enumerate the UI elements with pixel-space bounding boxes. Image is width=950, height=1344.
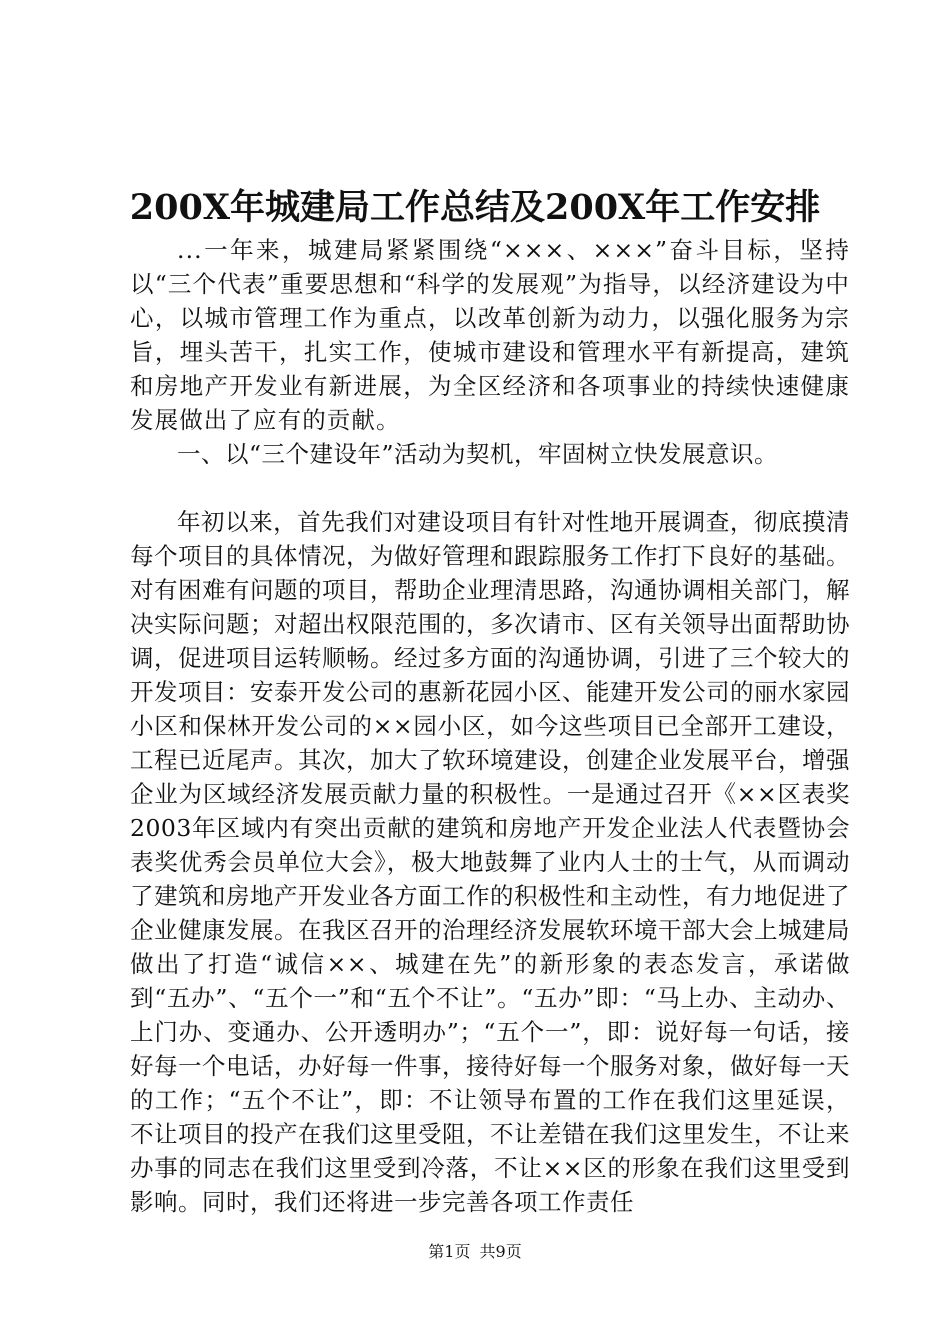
- section-heading: 一、以“三个建设年”活动为契机，牢固树立快发展意识。: [177, 440, 779, 468]
- body-paragraph: 年初以来，首先我们对建设项目有针对性地开展调查，彻底摸清每个项目的具体情况，为做好管理和跟踪服务工作打下良好的基础。对有困难有问题的项目，帮助企业理清思路，沟通协调相关部门，解决实际问题；对超出权限范围的，多次请市、区有关领导出面帮助协调，促进项目运转顺畅。经过多方面的沟通协调，引进了三个较大的开发项目：安泰开发公司的惠新花园小区、能建开发公司的丽水家园小区和保林开发公司的××园小区，如今这些项目已全部开工建设，工程已近尾声。其次，加大了软环境建设，创建企业发展平台，增强企业为区域经济发展贡献力量的积极性。一是通过召开《××区表奖2003年区域内有突出贡献的建筑和房地产开发企业法人代表暨协会表奖优秀会员单位大会》，极大地鼓舞了业内人士的士气，从而调动了建筑和房地产开发业各方面工作的积极性和主动性，有力地促进了企业健康发展。在我区召开的治理经济发展软环境干部大会上城建局做出了打造“诚信××、城建在先”的新形象的表态发言，承诺做到“五办”、“五个一”和“五个不让”。“五办”即：“马上办、主动办、上门办、变通办、公开透明办”；“五个一”，即：说好每一句话，接好每一个电话，办好每一件事，接待好每一个服务对象，做好每一天的工作；“五个不让”，即：不让领导布置的工作在我们这里延误，不让项目的投产在我们这里受阻，不让差错在我们这里发生，不让来办事的同志在我们这里受到冷落，不让××区的形象在我们这里受到影响。同时，我们还将进一步完善各项工作责任: [130, 508, 850, 1216]
- page-number: 第1页: [428, 1242, 471, 1261]
- page-total: 共9页: [479, 1242, 522, 1261]
- document-body: [130, 233, 850, 1219]
- page-footer: [0, 1240, 950, 1264]
- intro-paragraph: ...一年来，城建局紧紧围绕“×××、×××”奋斗目标，坚持以“三个代表”重要思想和“科学的发展观”为指导，以经济建设为中心，以城市管理工作为重点，以改革创新为动力，以强化服务为宗旨，埋头苦干，扎实工作，使城市建设和管理水平有新提高，建筑和房地产开发业有新进展，为全区经济和各项事业的持续快速健康发展做出了应有的贡献。: [130, 236, 850, 434]
- document-title: 200X年城建局工作总结及200X年工作安排: [129, 187, 821, 228]
